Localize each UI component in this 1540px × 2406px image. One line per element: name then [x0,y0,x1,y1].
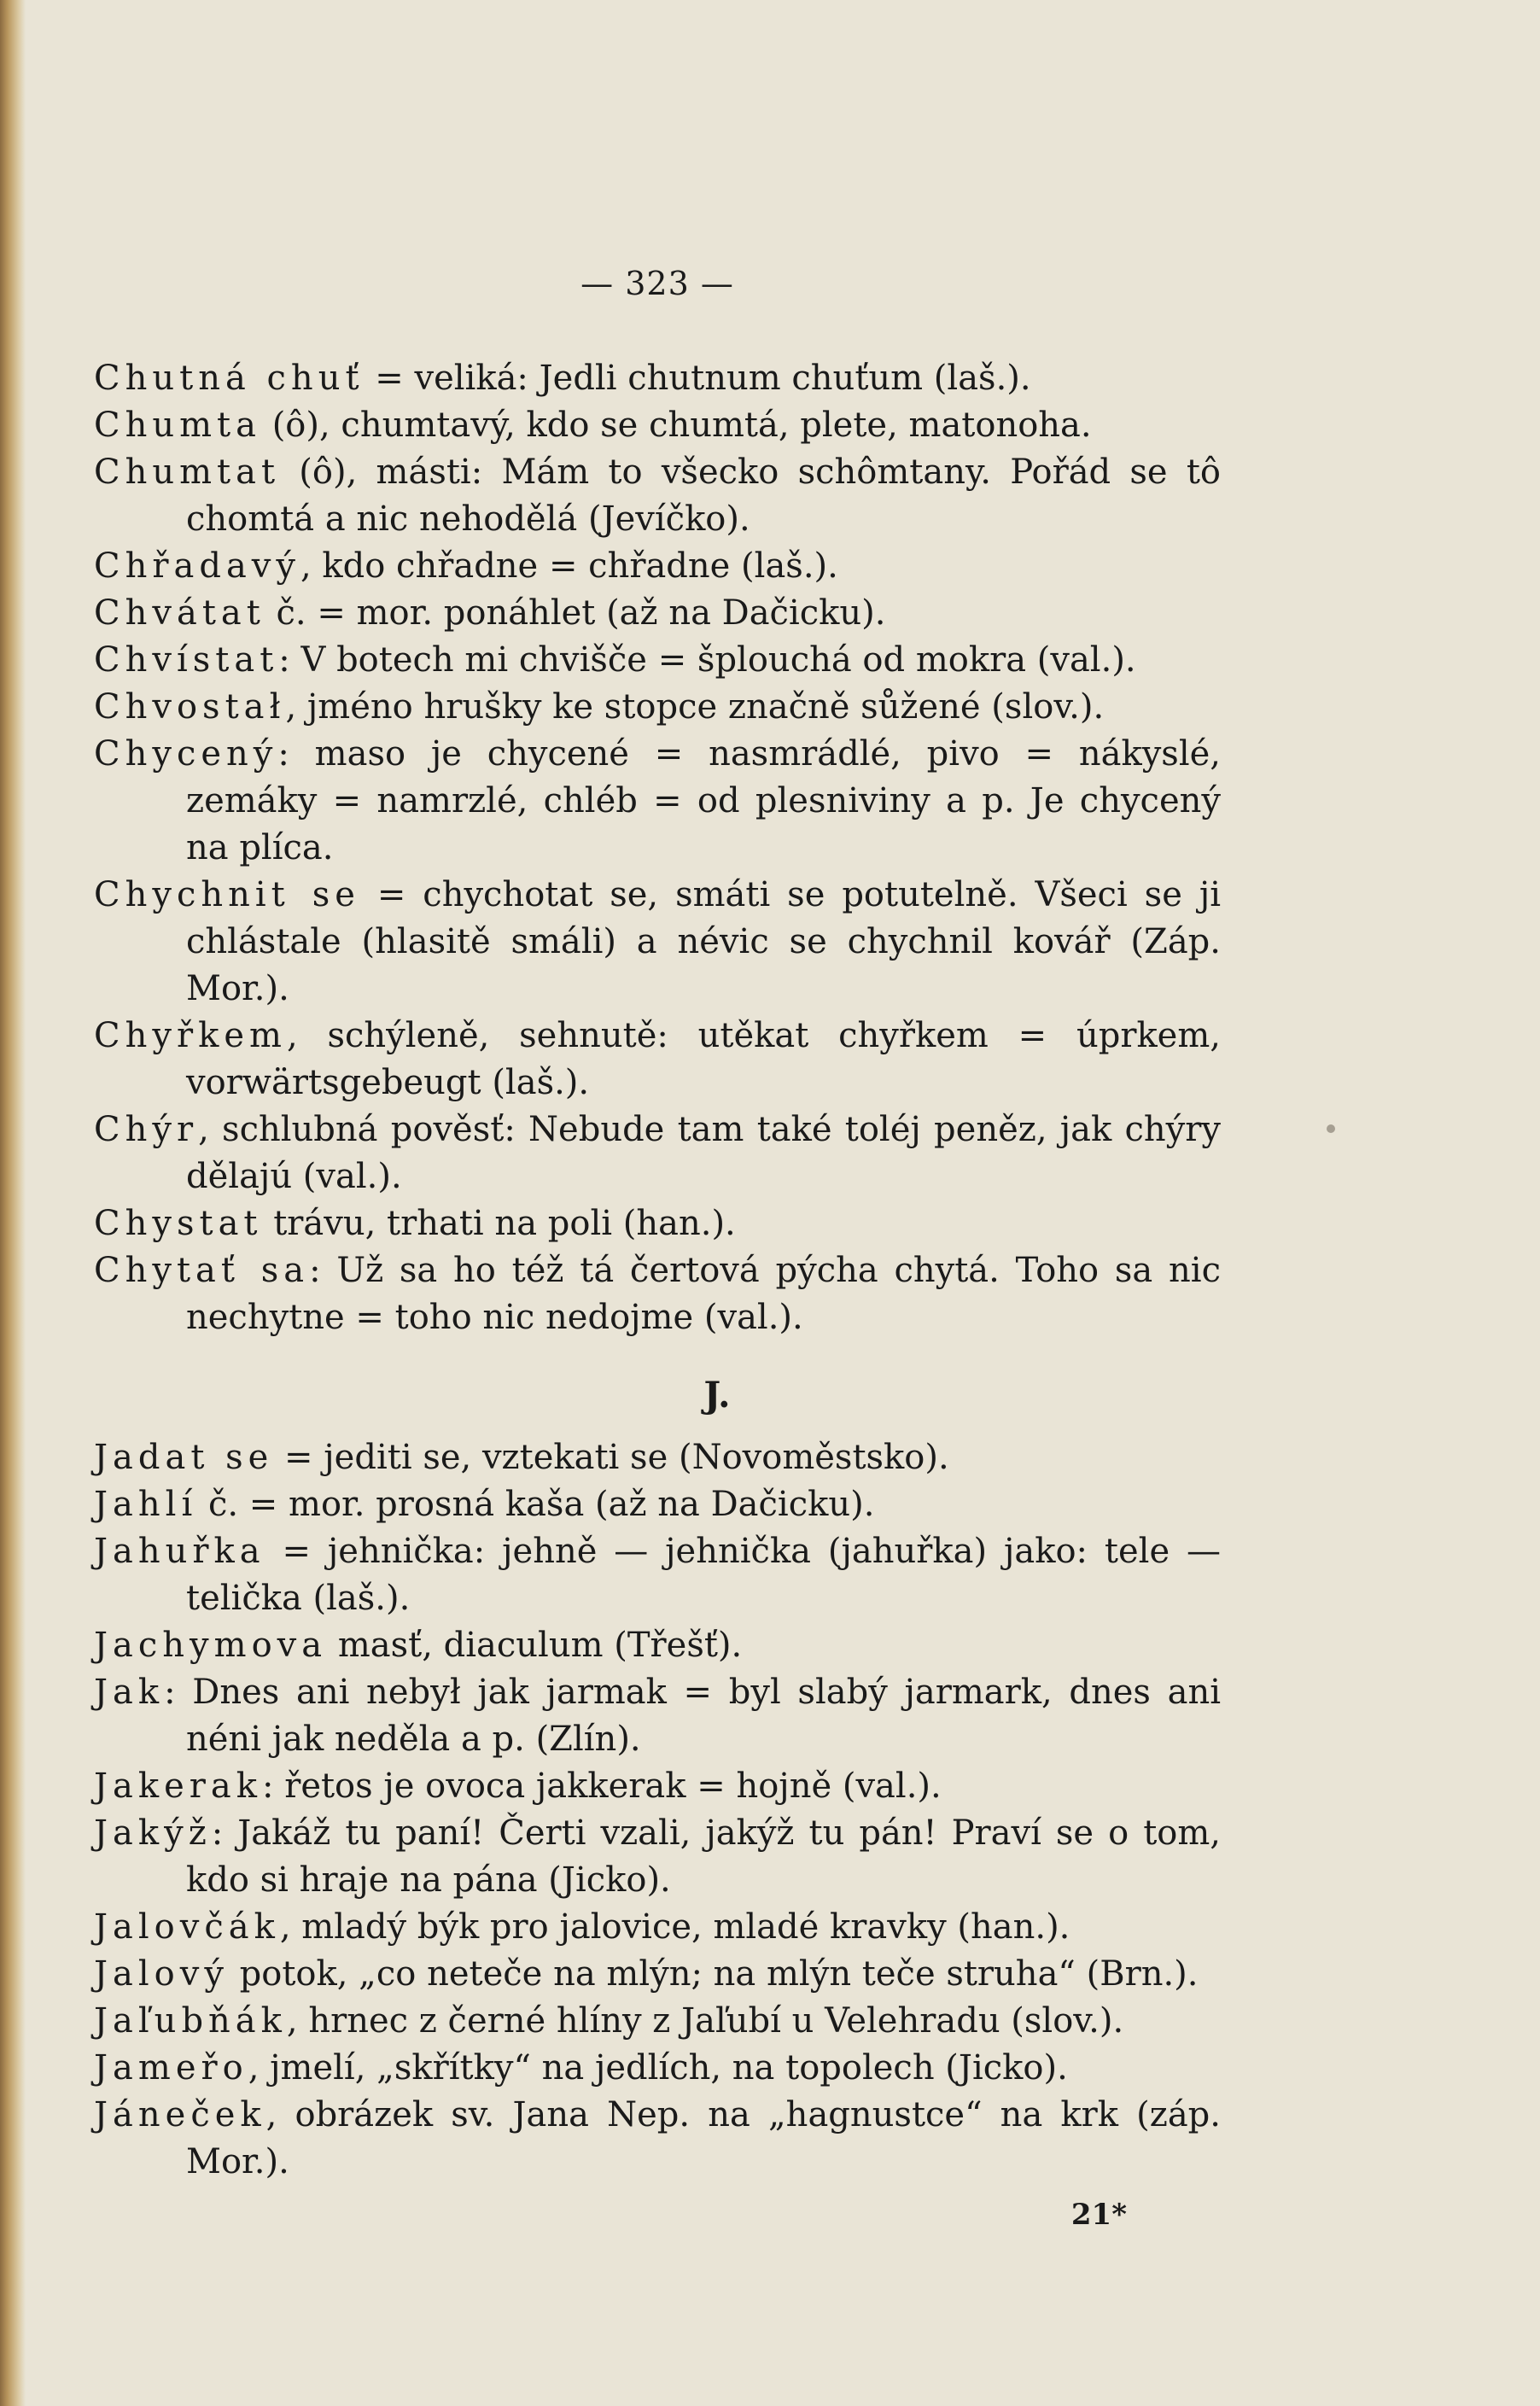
dictionary-entry [94,1200,1221,1247]
definition: , jméno hrušky ke stopce značně sůžené (slov.). [285,687,1105,727]
definition: = veliká: Jedli chutnum chuťum (laš.). [364,359,1031,398]
headword: Jadat se [94,1438,274,1477]
headword: Chycený [94,734,278,774]
headword: Chumta [94,406,261,445]
dictionary-entry [94,402,1221,449]
definition: : Dnes ani nebył jak jarmak = byl slabý jarmark, dnes ani néni jak neděla a p. (Zlín). [164,1673,1221,1759]
headword: Chystat [94,1204,263,1243]
dictionary-entry [94,872,1221,1013]
definition: (ô), másti: Mám to všecko schômtany. Pořád se tô chomtá a nic nehodělá (Jevíčko). [186,453,1221,539]
definition: , obrázek sv. Jana Nep. na „hagnustce“ na krk (záp. Mor.). [186,2095,1221,2181]
signature-mark: 21* [1070,2198,1127,2232]
dictionary-entry [94,2092,1221,2186]
definition: potok, „co neteče na mlýn; na mlýn teče struha“ (Brn.). [228,1954,1199,1994]
definition: = jediti se, vztekati se (Novoměstsko). [273,1438,949,1477]
dictionary-entry [94,731,1221,872]
headword: Jameřo [94,2048,248,2088]
dictionary-entry [94,590,1221,637]
dictionary-entry [94,1951,1221,1998]
binding-gutter [0,0,26,2406]
definition: , schlubná pověsť: Nebude tam také toléj peněz, jak chýry dělajú (val.). [186,1110,1221,1196]
headword: Chychnit se [94,875,360,914]
definition: : maso je chycené = nasmrádlé, pivo = nákyslé, zemáky = namrzlé, chléb = od plesniviny a p. Je chycený na plíca. [186,734,1221,867]
dictionary-entry [94,1622,1221,1669]
entries-j [94,1434,1221,2186]
dictionary-entry [94,543,1221,590]
headword: Jaľubňák [94,2001,287,2041]
book-page [94,265,1221,2232]
definition: : řetos je ovoca jakkerak = hojně (val.). [262,1767,942,1806]
dictionary-entry [94,2045,1221,2092]
dictionary-entry [94,1669,1221,1763]
definition: , kdo chřadne = chřadne (laš.). [300,546,838,586]
dictionary-entry [94,1013,1221,1107]
headword: Chutná chuť [94,359,365,398]
dictionary-entry [94,1810,1221,1904]
dictionary-entry [94,1763,1221,1810]
dictionary-entry [94,1107,1221,1200]
headword: Jahuřka [94,1532,265,1571]
dictionary-entry [94,684,1221,731]
definition: (ô), chumtavý, kdo se chumtá, plete, matonoha. [260,406,1092,445]
headword: Chyřkem [94,1016,287,1055]
dictionary-entry [94,637,1221,684]
dictionary-entry [94,355,1221,402]
headword: Jakerak [94,1767,262,1806]
definition: , hrnec z černé hlíny z Jaľubí u Velehradu (slov.). [286,2001,1124,2041]
headword: Jakýž [94,1813,212,1853]
headword: Jalovčák [94,1907,280,1947]
headword: Chýr [94,1110,199,1149]
section-heading: J. [703,1374,731,1416]
definition: : Už sa ho též tá čertová pýcha chytá. Toho sa nic nechytne = toho nic nedojme (val.). [186,1251,1221,1337]
dictionary-entry [94,1481,1221,1528]
definition: = chychotat se, smáti se potutelně. Všeci se ji chlástale (hlasitě smáli) a névic se chychnil kovář (Záp. Mor.). [186,875,1222,1008]
dictionary-entry [94,1904,1221,1951]
dictionary-entry [94,1528,1221,1622]
definition: = jehnička: jehně — jehnička (jahuřka) jako: tele — telička (laš.). [186,1532,1221,1618]
definition: trávu, trhati na poli (han.). [262,1204,736,1243]
definition: : V botech mi chvišče = šplouchá od mokra (val.). [278,640,1136,680]
definition: masť, diaculum (Třešť). [327,1626,743,1665]
headword: Chytať sa [94,1251,310,1290]
definition: , jmelí, „skřítky“ na jedlích, na topolech (Jicko). [248,2048,1068,2088]
page-number: — 323 — [580,265,734,302]
definition: : Jakáž tu paní! Čerti vzali, jakýž tu pán! Praví se o tom, kdo si hraje na pána (Jicko). [186,1813,1221,1900]
definition: č. = mor. prosná kaša (až na Dačicku). [197,1485,875,1524]
definition: , mladý býk pro jalovice, mladé kravky (han.). [279,1907,1070,1947]
dictionary-entry [94,1998,1221,2045]
headword: Chvátat [94,593,265,633]
headword: Jalový [94,1954,229,1994]
headword: Jáneček [94,2095,266,2134]
dictionary-entry [94,1247,1221,1341]
headword: Chumtat [94,453,281,492]
definition: , schýleně, sehnutě: utěkat chyřkem = úprkem, vorwärtsgebeugt (laš.). [186,1016,1221,1102]
paper-speck [1327,1124,1335,1133]
dictionary-entry [94,1434,1221,1481]
headword: Chvístat [94,640,279,680]
headword: Jak [94,1673,165,1712]
headword: Jachymova [94,1626,328,1665]
headword: Chvostał [94,687,286,727]
headword: Chřadavý [94,546,300,586]
definition: č. = mor. ponáhlet (až na Dačicku). [265,593,886,633]
dictionary-entry [94,449,1221,543]
entries-c [94,355,1221,1341]
headword: Jahlí [94,1485,198,1524]
